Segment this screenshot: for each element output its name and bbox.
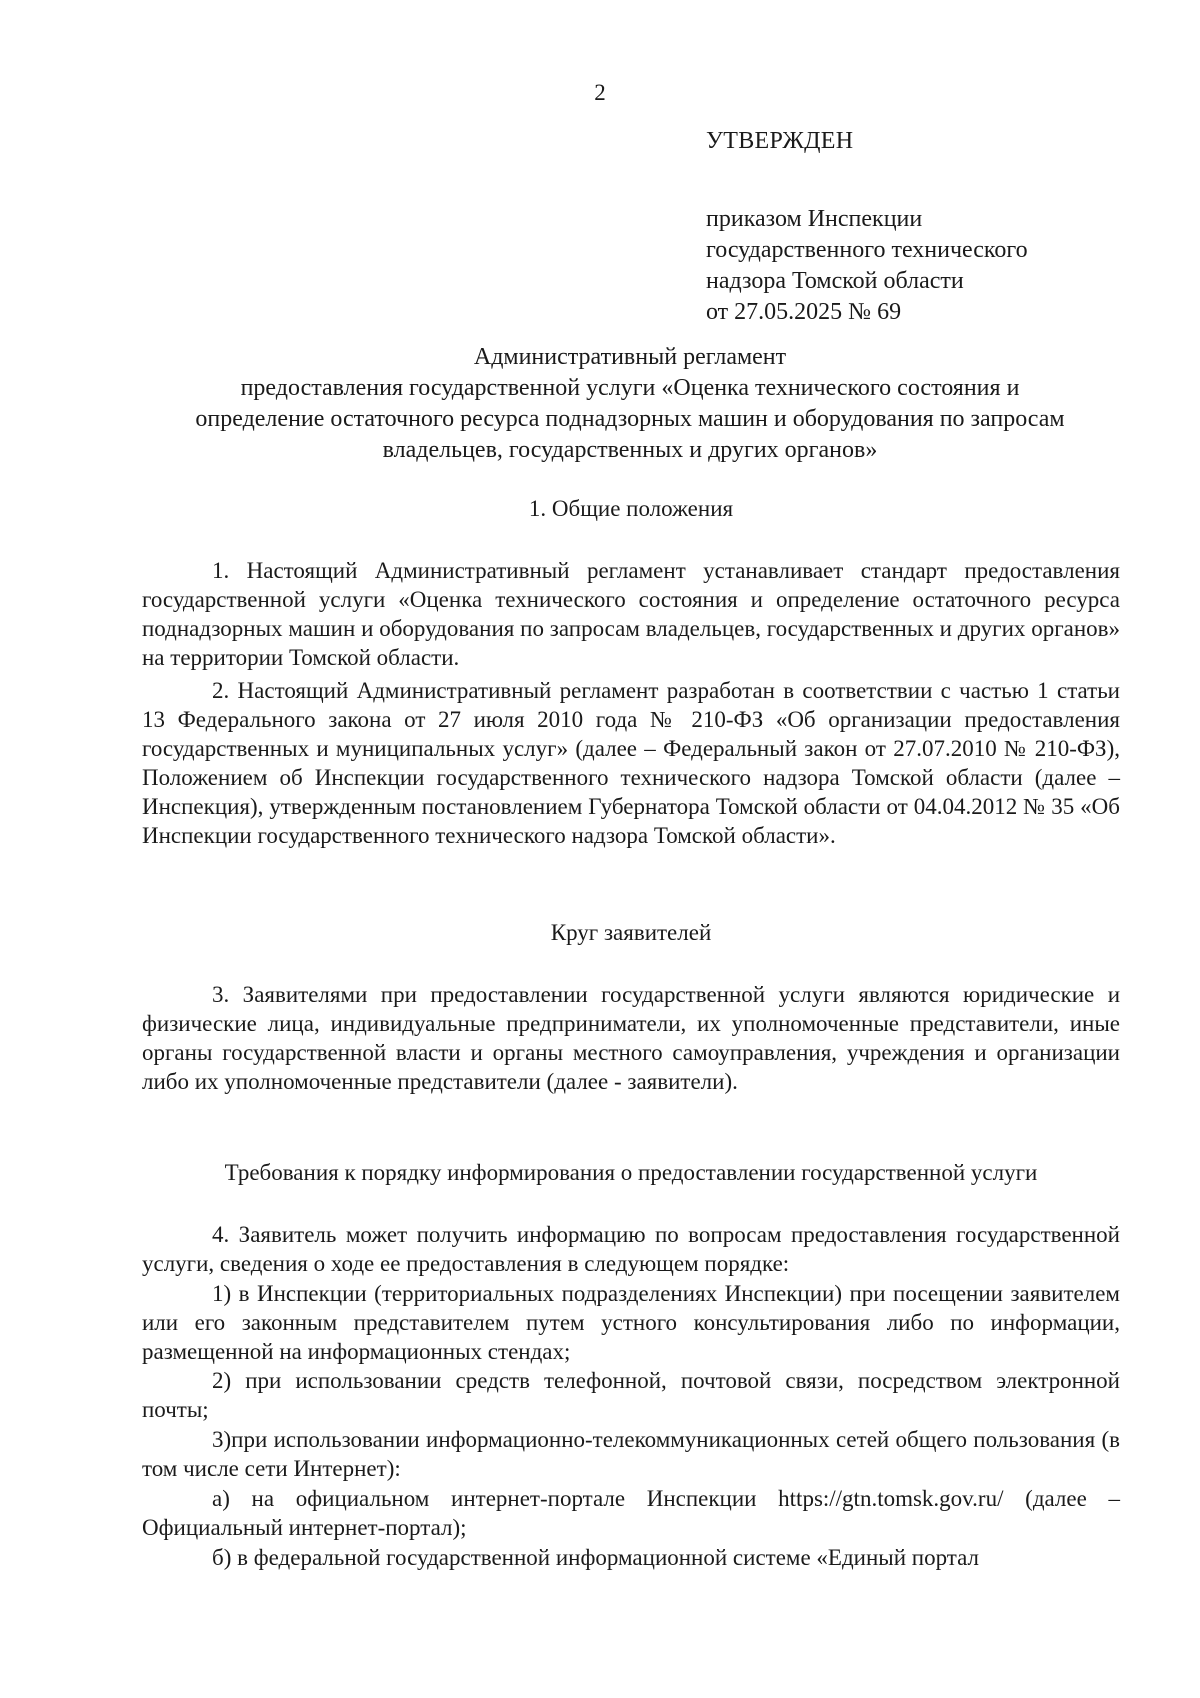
approval-line: от 27.05.2025 № 69 xyxy=(706,299,902,325)
paragraph-4: 4. Заявитель может получить информацию по вопросам предоставления государственной услуги, сведения о ходе ее предоставления в следующем порядке: xyxy=(142,1222,1120,1276)
section-heading-general: 1. Общие положения xyxy=(528,496,734,521)
paragraph-1: 1. Настоящий Административный регламент устанавливает стандарт предоставления государственной услуги «Оценка технического состояния и определение остаточного ресурса поднадзорных машин и оборудования по запросам владельцев, государственных и других органов» на территории Томской области. xyxy=(142,558,1120,670)
section-heading-applicants: Круг заявителей xyxy=(550,920,712,945)
document-title xyxy=(140,342,1120,466)
approval-line: надзора Томской области xyxy=(706,268,964,294)
list-item-1: 1) в Инспекции (территориальных подразделениях Инспекции) при посещении заявителем или его законным представителем путем устного консультирования либо по информации, размещенной на информационных стендах; xyxy=(142,1281,1120,1364)
paragraph-2: 2. Настоящий Административный регламент разработан в соответствии с частью 1 статьи 13 Федерального закона от 27 июля 2010 года № 210-ФЗ «Об организации предоставления государственных и муниципальных услуг» (далее – Федеральный закон от 27.07.2010 № 210-ФЗ), Положением об Инспекции государственного технического надзора Томской области (далее – Инспекция), утвержденным постановлением Губернатора Томской области от 04.04.2012 № 35 «Об Инспекции государственного технического надзора Томской области». xyxy=(142,678,1120,848)
approval-block xyxy=(706,126,1126,328)
approval-line: государственного технического xyxy=(706,237,1028,263)
list-item-a: а) на официальном интернет-портале Инспекции https://gtn.tomsk.gov.ru/ (далее – Официальный интернет-портал); xyxy=(142,1486,1120,1540)
list-item-3: 3)при использовании информационно-телекоммуникационных сетей общего пользования (в том числе сети Интернет): xyxy=(142,1427,1120,1481)
document-title-line: предоставления государственной услуги «Оценка технического состояния и xyxy=(240,375,1020,401)
page-number: 2 xyxy=(594,80,606,105)
approval-title: УТВЕРЖДЕН xyxy=(706,128,854,154)
document-title-line: определение остаточного ресурса поднадзорных машин и оборудования по запросам xyxy=(195,406,1065,432)
section-heading-informing: Требования к порядку информирования о предоставлении государственной услуги xyxy=(224,1160,1038,1185)
document-title-line: Административный регламент xyxy=(473,344,787,370)
paragraph-3: 3. Заявителями при предоставлении государственной услуги являются юридические и физические лица, индивидуальные предприниматели, их уполномоченные представители, иные органы государственной власти и органы местного самоуправления, учреждения и организации либо их уполномоченные представители (далее - заявители). xyxy=(142,982,1120,1094)
list-item-2: 2) при использовании средств телефонной, почтовой связи, посредством электронной почты; xyxy=(142,1368,1120,1422)
document-title-line: владельцев, государственных и других органов» xyxy=(382,437,878,463)
approval-line: приказом Инспекции xyxy=(706,206,923,232)
list-item-b: б) в федеральной государственной информационной системе «Единый портал xyxy=(212,1545,980,1570)
